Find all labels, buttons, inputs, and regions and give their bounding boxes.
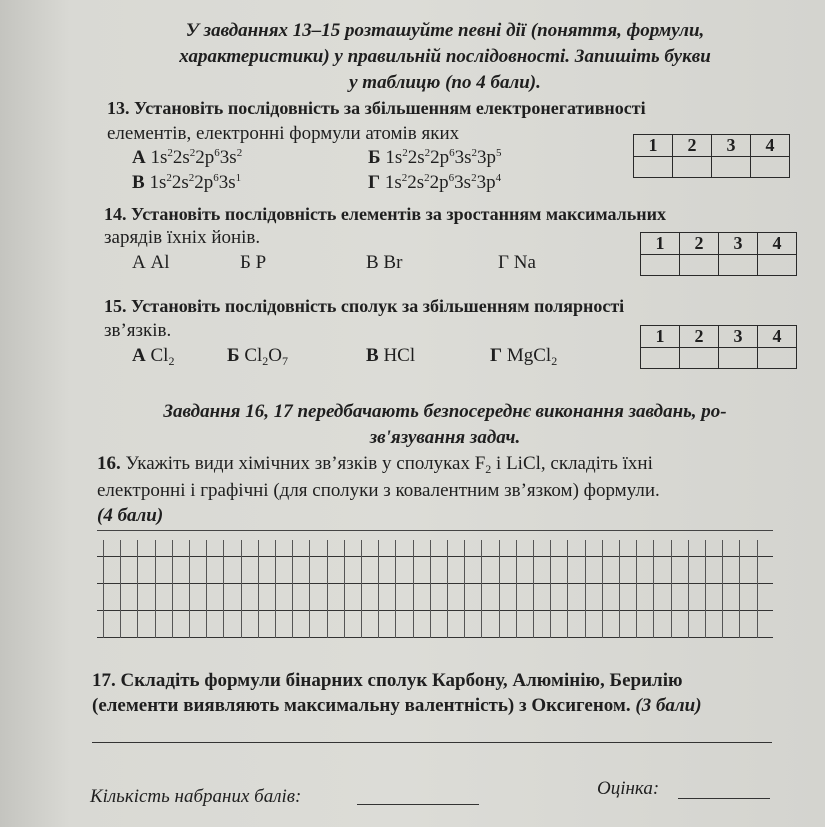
- grid-line: [378, 540, 379, 638]
- intro-line-3: у таблицю (по 4 бали).: [349, 72, 541, 93]
- grid-line: [120, 540, 121, 638]
- q13-option-a: А $1s^22s^22p^63s^2$: [132, 147, 243, 168]
- q15-col-1: 1: [641, 326, 680, 348]
- grid-line: [137, 540, 138, 638]
- q15-option-b: Б $Cl_2O_7$: [227, 345, 288, 368]
- q14-option-b: Б P: [240, 252, 267, 273]
- q14-col-1: 1: [641, 233, 680, 255]
- grid-line: [636, 540, 637, 638]
- q14-option-v: В Br: [366, 252, 403, 273]
- grid-line: [361, 540, 362, 638]
- grid-line: [103, 540, 104, 638]
- q13-option-b: Б $1s^22s^22p^63s^23p^5$: [368, 147, 502, 168]
- grid-line: [671, 540, 672, 638]
- grid-line: [653, 540, 654, 638]
- grid-line: [757, 540, 758, 638]
- q13-option-g: Г $1s^22s^22p^63s^23p^4$: [368, 172, 502, 193]
- q14-option-a: А Al: [132, 252, 170, 273]
- q15-option-g: Г MgCl$_2$: [490, 345, 558, 368]
- grid-line: [241, 540, 242, 638]
- q13-answer-2[interactable]: [673, 157, 712, 178]
- grid-line: [585, 540, 586, 638]
- q14-col-4: 4: [758, 233, 797, 255]
- grid-line: [309, 540, 310, 638]
- grid-line: [619, 540, 620, 638]
- q17-line-1: 17. Складіть формули бінарних сполук Карбону, Алюмінію, Берилію: [92, 670, 683, 691]
- grid-line: [447, 540, 448, 638]
- grid-line: [292, 540, 293, 638]
- grid-line: [223, 540, 224, 638]
- grid-line: [206, 540, 207, 638]
- grid-line: [550, 540, 551, 638]
- grid-line: [739, 540, 740, 638]
- section2-line-2: зв'язування задач.: [369, 427, 521, 448]
- q15-answer-3[interactable]: [719, 348, 758, 369]
- q13-col-3: 3: [712, 135, 751, 157]
- grid-line: [516, 540, 517, 638]
- section2-line-1: Завдання 16, 17 передбачають безпосереднє виконання завдань, ро-: [163, 401, 727, 422]
- grid-line: [567, 540, 568, 638]
- q14-option-g: Г Na: [498, 252, 536, 273]
- q14-line-2: зарядів їхніх йонів.: [104, 227, 261, 248]
- q14-col-3: 3: [719, 233, 758, 255]
- grade-input-line[interactable]: [678, 798, 770, 799]
- q13-line-1: 13. Установіть послідовність за збільшенням електронегативності: [107, 98, 646, 118]
- q14-answer-table: [640, 232, 797, 276]
- q15-line-2: зв’язків.: [104, 320, 172, 341]
- grid-line: [395, 540, 396, 638]
- q15-col-2: 2: [680, 326, 719, 348]
- q14-answer-3[interactable]: [719, 255, 758, 276]
- q14-line-1: 14. Установіть послідовність елементів за зростанням максимальних: [104, 204, 666, 224]
- q13-answer-4[interactable]: [751, 157, 790, 178]
- q13-col-2: 2: [673, 135, 712, 157]
- grid-line: [189, 540, 190, 638]
- q13-option-v: В $1s^22s^22p^63s^1$: [132, 172, 242, 193]
- q15-col-3: 3: [719, 326, 758, 348]
- intro-line-1: У завданнях 13–15 розташуйте певні дії (поняття, формули,: [185, 20, 705, 41]
- grid-line: [327, 540, 328, 638]
- score-input-line[interactable]: [357, 804, 479, 805]
- grade-label: Оцінка:: [597, 778, 660, 799]
- grid-line: [344, 540, 345, 638]
- q15-answer-4[interactable]: [758, 348, 797, 369]
- grid-line: [499, 540, 500, 638]
- q17-line-2: (елементи виявляють максимальну валентність) з Оксигеном. (3 бали): [92, 695, 702, 716]
- q13-answer-1[interactable]: [634, 157, 673, 178]
- grid-line: [688, 540, 689, 638]
- grid-line: [533, 540, 534, 638]
- grid-line: [705, 540, 706, 638]
- q16-line-1: 16. Укажіть види хімічних зв’язків у сполуках $F_2$ і LiCl, складіть їхні: [97, 453, 653, 476]
- grid-line: [258, 540, 259, 638]
- grid-line: [172, 540, 173, 638]
- grid-line: [155, 540, 156, 638]
- score-label: Кількість набраних балів:: [90, 786, 302, 807]
- q14-answer-1[interactable]: [641, 255, 680, 276]
- q16-line-2: електронні і графічні (для сполуки з ковалентним зв’язком) формули.: [97, 480, 660, 501]
- grid-line: [413, 540, 414, 638]
- q13-col-1: 1: [634, 135, 673, 157]
- q14-col-2: 2: [680, 233, 719, 255]
- grid-line: [602, 540, 603, 638]
- grid-line: [481, 540, 482, 638]
- q13-col-4: 4: [751, 135, 790, 157]
- q13-answer-3[interactable]: [712, 157, 751, 178]
- q15-answer-2[interactable]: [680, 348, 719, 369]
- grid-line: [722, 540, 723, 638]
- grid-line: [275, 540, 276, 638]
- q15-option-v: В HCl: [366, 345, 416, 366]
- q15-line-1: 15. Установіть послідовність сполук за збільшенням полярності: [104, 296, 625, 316]
- q15-option-a: А $Cl_2$: [132, 345, 175, 368]
- grid-line: [464, 540, 465, 638]
- q13-line-2: елементів, електронні формули атомів яких: [107, 123, 460, 144]
- q15-answer-1[interactable]: [641, 348, 680, 369]
- q15-col-4: 4: [758, 326, 797, 348]
- q13-answer-table: [633, 134, 790, 178]
- q14-answer-4[interactable]: [758, 255, 797, 276]
- intro-line-2: характеристики) у правильній послідовності. Запишіть букви: [179, 46, 711, 67]
- q16-points: (4 бали): [97, 505, 164, 526]
- grid-line: [430, 540, 431, 638]
- q14-answer-2[interactable]: [680, 255, 719, 276]
- q15-answer-table: [640, 325, 797, 369]
- q17-answer-line[interactable]: [92, 742, 772, 743]
